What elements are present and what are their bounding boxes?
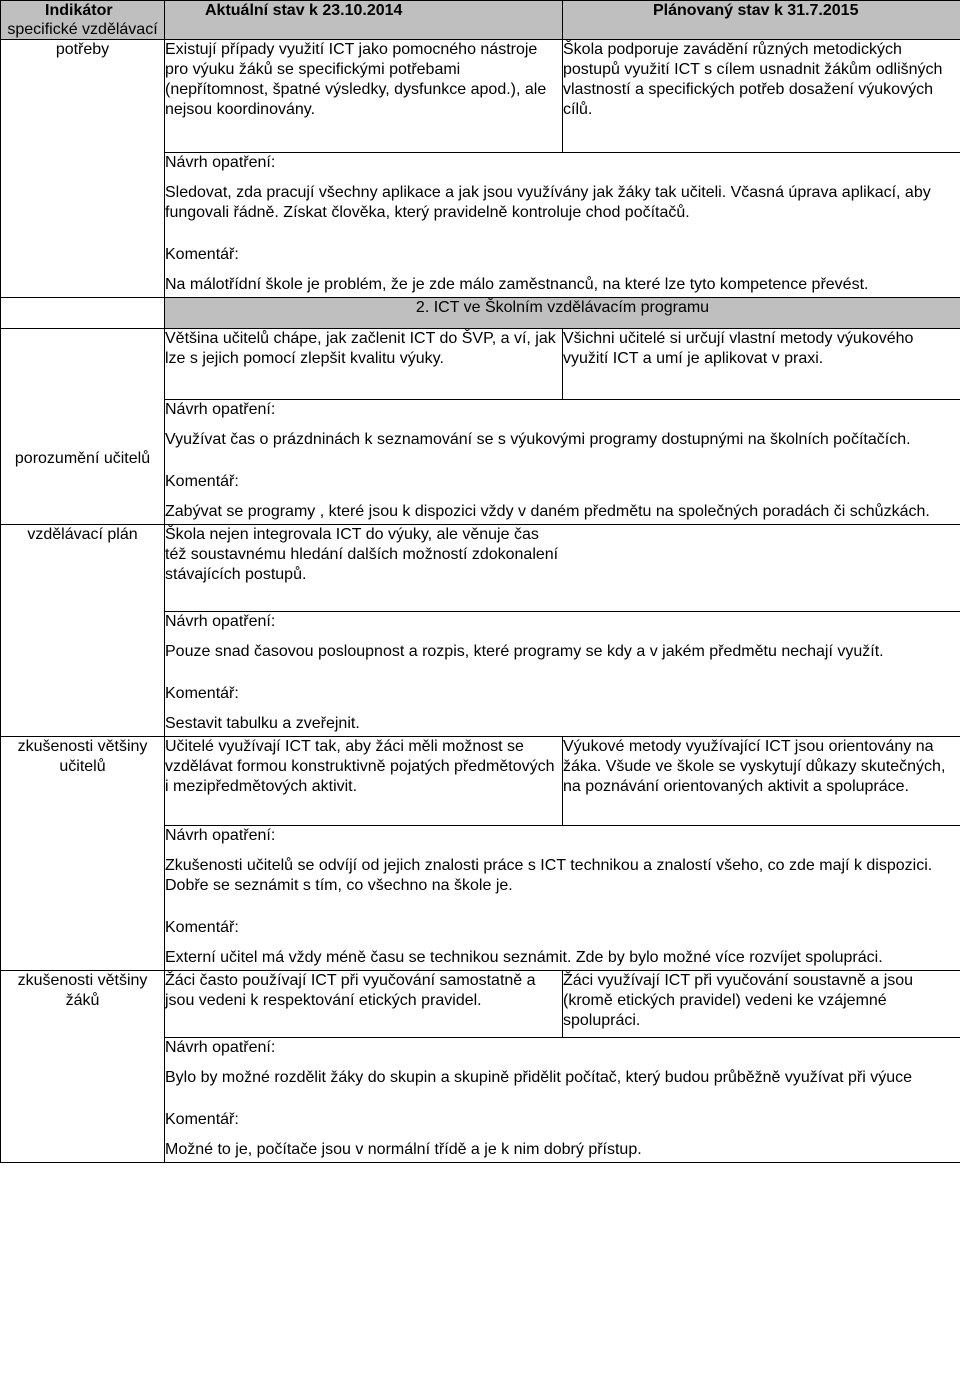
comment-label: Komentář: [165, 685, 239, 702]
measure-label: Návrh opatření: [165, 401, 276, 418]
measure-label: Návrh opatření: [165, 1039, 276, 1056]
measures-cell [165, 400, 960, 525]
planned-state-cell: Výukové metody využívající ICT jsou orientovány na žáka. Všude ve škole se vyskytují důkazy skutečných, na poznávání orientovaných aktivit a spolupráce. [563, 737, 960, 826]
measure-text: Zkušenosti učitelů se odvíjí od jejich znalosti práce s ICT technikou a znalostí všeho, co zde mají k dispozici. Dobře se seznámit s tím, co všechno na škole je. [165, 857, 933, 894]
planned-state-cell: Všichni učitelé si určují vlastní metody výukového využití ICT a umí je aplikovat v praxi. [563, 329, 960, 400]
comment-label: Komentář: [165, 246, 239, 263]
measures-cell [165, 1038, 960, 1163]
measure-text: Sledovat, zda pracují všechny aplikace a jak jsou využívány jak žáky tak učiteli. Včasná úprava aplikací, aby fungovali řádně. Získat člověka, který pravidelně kontroluje chod počítačů. [165, 184, 931, 221]
current-state-cell: Většina učitelů chápe, jak začlenit ICT do ŠVP, a ví, jak lze s jejich pomocí zlepšit kvalitu výuky. [165, 329, 563, 400]
measure-text: Bylo by možné rozdělit žáky do skupin a skupině přidělit počítač, který budou průběžně využívat při výuce [165, 1069, 913, 1086]
indicator-label: porozumění učitelů [14, 450, 151, 467]
comment-text: Sestavit tabulku a zveřejnit. [165, 715, 360, 732]
comment-text: Na málotřídní škole je problém, že je zde málo zaměstnanců, na které lze tyto kompetence převést. [165, 276, 869, 293]
section-title: 2. ICT ve Školním vzdělávacím programu [165, 298, 960, 329]
header-current-state: Aktuální stav k 23.10.2014 [165, 1, 563, 40]
planned-state-cell [563, 525, 960, 612]
comment-text: Externí učitel má vždy méně času se technikou seznámit. Zde by bylo možné více rozvíjet spolupráci. [165, 949, 883, 966]
comment-text: Možné to je, počítače jsou v normální třídě a je k nim dobrý přístup. [165, 1141, 642, 1158]
comment-label: Komentář: [165, 473, 239, 490]
measure-text: Využívat čas o prázdninách k seznamování se s výukovými programy dostupnými na školních počítačích. [165, 431, 911, 448]
header-indicator: Indikátor [1, 1, 165, 40]
current-state-cell: Učitelé využívají ICT tak, aby žáci měli možnost se vzdělávat formou konstruktivně pojatých předmětových i mezipředmětových aktivit. [165, 737, 563, 826]
measure-label: Návrh opatření: [165, 613, 276, 630]
planned-state-cell: Škola podporuje zavádění různých metodických postupů využití ICT s cílem usnadnit žákům odlišných vlastností a specifických potřeb dosažení výukových cílů. [563, 40, 960, 153]
header-planned-state: Plánovaný stav k 31.7.2015 [563, 1, 960, 40]
section-row [1, 298, 960, 329]
indicator-cell [1, 971, 165, 1163]
table-row [1, 971, 960, 1038]
measure-label: Návrh opatření: [165, 827, 276, 844]
indicator-cell [1, 525, 165, 737]
indicator-label: vzdělávací plán [27, 526, 138, 543]
indicator-label: zkušenosti většiny žáků [17, 972, 148, 1009]
measures-cell [165, 612, 960, 737]
comment-label: Komentář: [165, 919, 239, 936]
comment-text: Zabývat se programy , které jsou k dispozici vždy v daném předmětu na společných poradách či schůzkách. [165, 503, 930, 520]
table-row [1, 329, 960, 400]
indicator-cell [1, 737, 165, 971]
indicator-cell [1, 21, 165, 298]
table-row [1, 525, 960, 612]
indicator-cell [1, 329, 165, 525]
current-state-cell: Škola nejen integrovala ICT do výuky, ale věnuje čas též soustavnému hledání dalších možností zdokonalení stávajících postupů. [165, 525, 563, 612]
planned-state-cell: Žáci využívají ICT při vyučování soustavně a jsou (kromě etických pravidel) vedeni ke vzájemné spolupráci. [563, 971, 960, 1038]
section-empty-cell [1, 298, 165, 329]
indicator-label: specifické vzdělávací potřeby [7, 21, 158, 58]
current-state-cell: Existují případy využití ICT jako pomocného nástroje pro výuku žáků se specifickými potřebami (nepřítomnost, špatné výsledky, dysfunkce apod.), ale nejsou koordinovány. [165, 40, 563, 153]
measure-text: Pouze snad časovou posloupnost a rozpis, které programy se kdy a v jakém předmětu nechají využít. [165, 643, 884, 660]
indicator-label: zkušenosti většiny učitelů [17, 738, 148, 775]
measures-cell [165, 153, 960, 298]
table-row [1, 737, 960, 826]
measure-label: Návrh opatření: [165, 154, 276, 171]
current-state-cell: Žáci často používají ICT při vyučování samostatně a jsou vedeni k respektování etických pravidel. [165, 971, 563, 1038]
measures-cell [165, 826, 960, 971]
table-row [1, 40, 960, 153]
comment-label: Komentář: [165, 1111, 239, 1128]
